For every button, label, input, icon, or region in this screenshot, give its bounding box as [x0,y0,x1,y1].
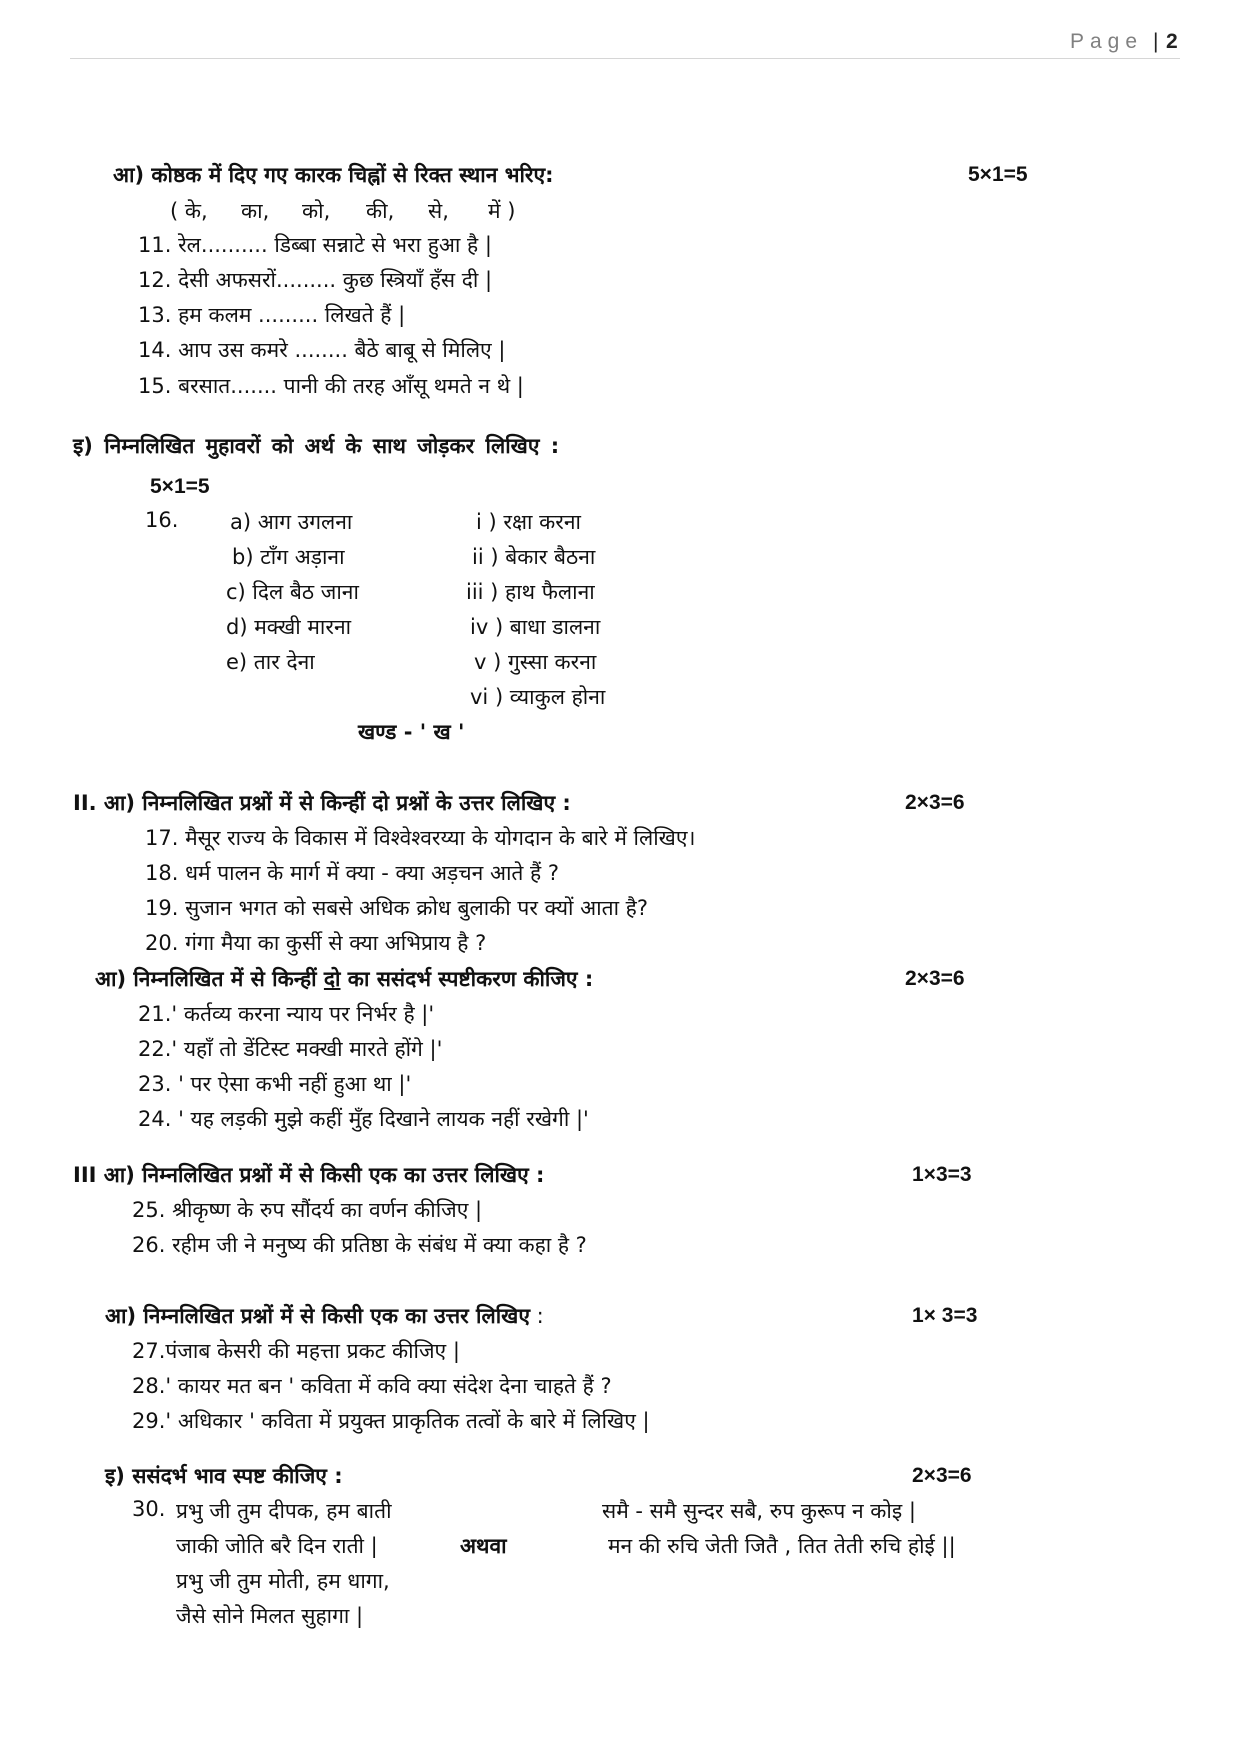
marks-label: 1× 3=3 [912,1304,978,1327]
section-heading: II. आ) निम्नलिखित प्रश्नों में से किन्हीं दो प्रश्नों के उत्तर लिखिए : [73,791,571,815]
verse-line: जैसे सोने मिलत सुहागा | [176,1604,364,1628]
idiom-item: b) टाँग अड़ाना [232,545,345,569]
section-heading: III आ) निम्नलिखित प्रश्नों में से किसी एक का उत्तर लिखिए : [73,1163,545,1187]
choice-item: का, [241,199,270,223]
question-number: 30. [132,1497,166,1521]
marks-label: 5×1=5 [150,475,210,498]
question-line: 15. बरसात....... पानी की तरह आँसू थमते न थे | [138,374,524,398]
idiom-item: e) तार देना [226,650,315,674]
meaning-item: vi ) व्याकुल होना [470,685,606,709]
question-line: 11. रेल.......... डिब्बा सन्नाटे से भरा हुआ है | [138,233,492,257]
question-line: 23. ' पर ऐसा कभी नहीं हुआ था |' [138,1072,412,1096]
question-line: 25. श्रीकृष्ण के रुप सौंदर्य का वर्णन कीजिए | [132,1198,483,1222]
meaning-item: iv ) बाधा डालना [470,615,601,639]
verse-line: प्रभु जी तुम मोती, हम धागा, [176,1569,390,1593]
question-line: 21.' कर्तव्य करना न्याय पर निर्भर है |' [138,1002,435,1026]
marks-label: 1×3=3 [912,1163,972,1186]
meaning-item: v ) गुस्सा करना [474,650,597,674]
question-line: 13. हम कलम ......... लिखते हैं | [138,303,406,327]
verse-line: समै - समै सुन्दर सबै, रुप कुरूप न कोइ | [602,1499,916,1523]
choice-item: से, [428,199,449,223]
meaning-item: i ) रक्षा करना [476,510,581,534]
page-number: 2 [1166,30,1178,53]
question-line: 24. ' यह लड़की मुझे कहीं मुँह दिखाने लायक नहीं रखेगी |' [138,1107,589,1131]
question-line: 17. मैसूर राज्य के विकास में विश्वेश्वरय्या के योगदान के बारे में लिखिए। [145,826,696,850]
header-rule [70,58,1180,59]
marks-label: 5×1=5 [968,163,1028,186]
question-line: 14. आप उस कमरे ........ बैठे बाबू से मिलिए | [138,338,506,362]
section-heading: इ) ससंदर्भ भाव स्पष्ट कीजिए : [105,1464,343,1488]
marks-label: 2×3=6 [905,967,965,990]
question-number: 16. [145,508,179,532]
question-line: 26. रहीम जी ने मनुष्य की प्रतिष्ठा के संबंध में क्या कहा है ? [132,1233,587,1257]
verse-line: मन की रुचि जेती जितै , तित तेती रुचि होई || [608,1534,956,1558]
question-line: 28.' कायर मत बन ' कविता में कवि क्या संदेश देना चाहते हैं ? [132,1374,612,1398]
section-heading: आ) निम्नलिखित में से किन्हीं दो का ससंदर्भ स्पष्टीकरण कीजिए : [95,967,594,991]
question-line: 19. सुजान भगत को सबसे अधिक क्रोध बुलाकी पर क्यों आता है? [145,896,648,920]
meaning-item: ii ) बेकार बैठना [472,545,596,569]
marks-label: 2×3=6 [912,1464,972,1487]
verse-line: जाकी जोति बरै दिन राती | [176,1534,378,1558]
choice-item: ( के, [170,199,208,223]
question-line: 22.' यहाँ तो डेंटिस्ट मक्खी मारते होंगे |' [138,1037,443,1061]
question-line: 12. देसी अफसरों......... कुछ स्त्रियाँ हँस दी | [138,268,493,292]
page-separator: | [1153,30,1159,53]
choice-item: में ) [488,199,516,223]
verse-line: प्रभु जी तुम दीपक, हम बाती [176,1499,392,1523]
marks-label: 2×3=6 [905,791,965,814]
choice-item: की, [366,199,395,223]
question-line: 20. गंगा मैया का कुर्सी से क्या अभिप्राय है ? [145,931,487,955]
page-label: Page [1070,30,1144,53]
choice-item: को, [302,199,331,223]
idiom-item: c) दिल बैठ जाना [226,580,359,604]
section-heading: आ) निम्नलिखित प्रश्नों में से किसी एक का उत्तर लिखिए : [105,1304,544,1328]
idiom-item: a) आग उगलना [230,510,353,534]
or-label: अथवा [460,1534,507,1558]
question-line: 29.' अधिकार ' कविता में प्रयुक्त प्राकृतिक तत्वों के बारे में लिखिए | [132,1409,650,1433]
question-line: 18. धर्म पालन के मार्ग में क्या - क्या अड़चन आते हैं ? [145,861,560,885]
section-heading: आ) कोष्ठक में दिए गए कारक चिह्नों से रिक्त स्थान भरिए: [113,163,554,187]
question-line: 27.पंजाब केसरी की महत्ता प्रकट कीजिए | [132,1339,460,1363]
idiom-item: d) मक्खी मारना [226,615,352,639]
meaning-item: iii ) हाथ फैलाना [466,580,595,604]
khand-title: खण्ड - ' ख ' [358,720,465,744]
section-heading: इ) निम्नलिखित मुहावरों को अर्थ के साथ जोड़कर लिखिए : [73,434,560,458]
